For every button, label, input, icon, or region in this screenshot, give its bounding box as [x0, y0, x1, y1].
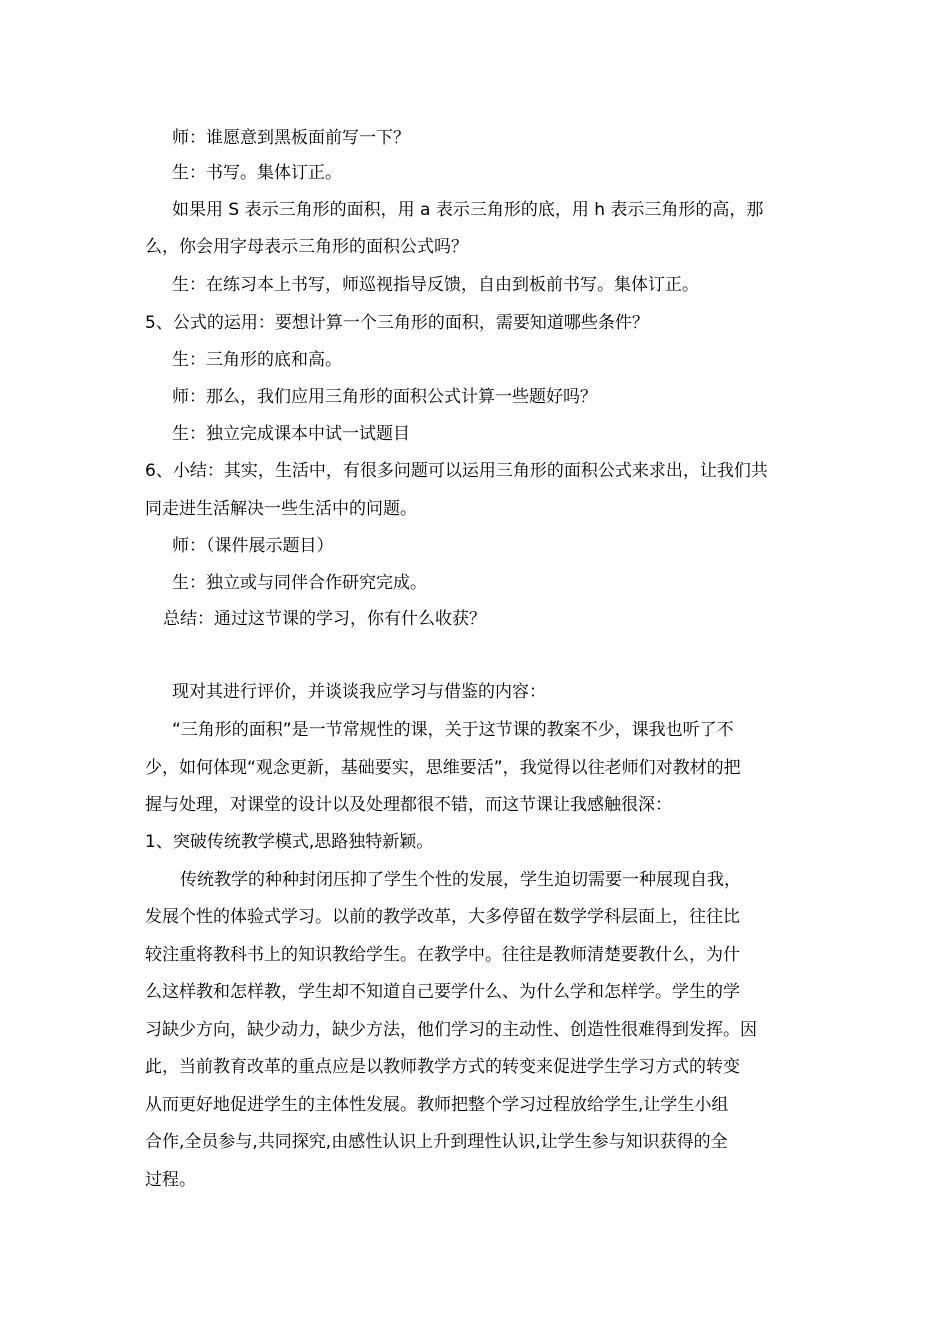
section-heading: 6、小结：其实，生活中，有很多问题可以运用三角形的面积公式来求出，让我们共 — [145, 461, 768, 481]
text-line: 握与处理，对课堂的设计以及处理都很不错，而这节课让我感触很深： — [145, 795, 672, 815]
text-line: 么，你会用字母表示三角形的面积公式吗？ — [145, 237, 468, 257]
text-line: 合作,全员参与,共同探究,由感性认识上升到理性认识,让学生参与知识获得的全 — [145, 1132, 728, 1152]
text-line: 发展个性的体验式学习。以前的教学改革，大多停留在数学学科层面上，往往比 — [145, 907, 740, 927]
text-line: 生：独立或与同伴合作研究完成。 — [172, 573, 427, 593]
text-line: 生：独立完成课本中试一试题目 — [172, 424, 410, 444]
section-heading: 1、突破传统教学模式,思路独特新颖。 — [145, 832, 434, 852]
text-line: 师：谁愿意到黑板面前写一下？ — [172, 128, 410, 148]
text-line: 过程。 — [145, 1170, 196, 1190]
section-heading: 5、公式的运用：要想计算一个三角形的面积，需要知道哪些条件？ — [145, 313, 649, 333]
text-line: 现对其进行评价，并谈谈我应学习与借鉴的内容： — [172, 682, 546, 702]
text-line: 此，当前教育改革的重点应是以教师教学方式的转变来促进学生学习方式的转变 — [145, 1057, 740, 1077]
text-line: 如果用 S 表示三角形的面积，用 a 表示三角形的底，用 h 表示三角形的高，那 — [172, 200, 764, 220]
text-line: 传统教学的种种封闭压抑了学生个性的发展，学生迫切需要一种展现自我， — [180, 870, 741, 890]
text-line: 总结：通过这节课的学习，你有什么收获？ — [163, 609, 486, 629]
text-line: 较注重将教科书上的知识教给学生。在教学中。往往是教师清楚要教什么，为什 — [145, 945, 740, 965]
text-line: 生：三角形的底和高。 — [172, 350, 342, 370]
text-line: 师：那么，我们应用三角形的面积公式计算一些题好吗？ — [172, 387, 597, 407]
text-line: 师：（课件展示题目） — [172, 536, 334, 556]
text-line: 生：在练习本上书写，师巡视指导反馈，自由到板前书写。集体订正。 — [172, 275, 699, 295]
text-line: 习缺少方向，缺少动力，缺少方法，他们学习的主动性、创造性很难得到发挥。因 — [145, 1020, 757, 1040]
text-line: 同走进生活解决一些生活中的问题。 — [145, 499, 417, 519]
text-line: 生：书写。集体订正。 — [172, 163, 342, 183]
text-line: 么这样教和怎样教，学生却不知道自己要学什么、为什么学和怎样学。学生的学 — [145, 982, 740, 1002]
text-line: 少，如何体现“观念更新，基础要实，思维要活”，我觉得以往老师们对教材的把 — [145, 758, 741, 778]
text-line: “三角形的面积”是一节常规性的课，关于这节课的教案不少，课我也听了不 — [172, 720, 734, 740]
text-line: 从而更好地促进学生的主体性发展。教师把整个学习过程放给学生,让学生小组 — [145, 1095, 729, 1115]
